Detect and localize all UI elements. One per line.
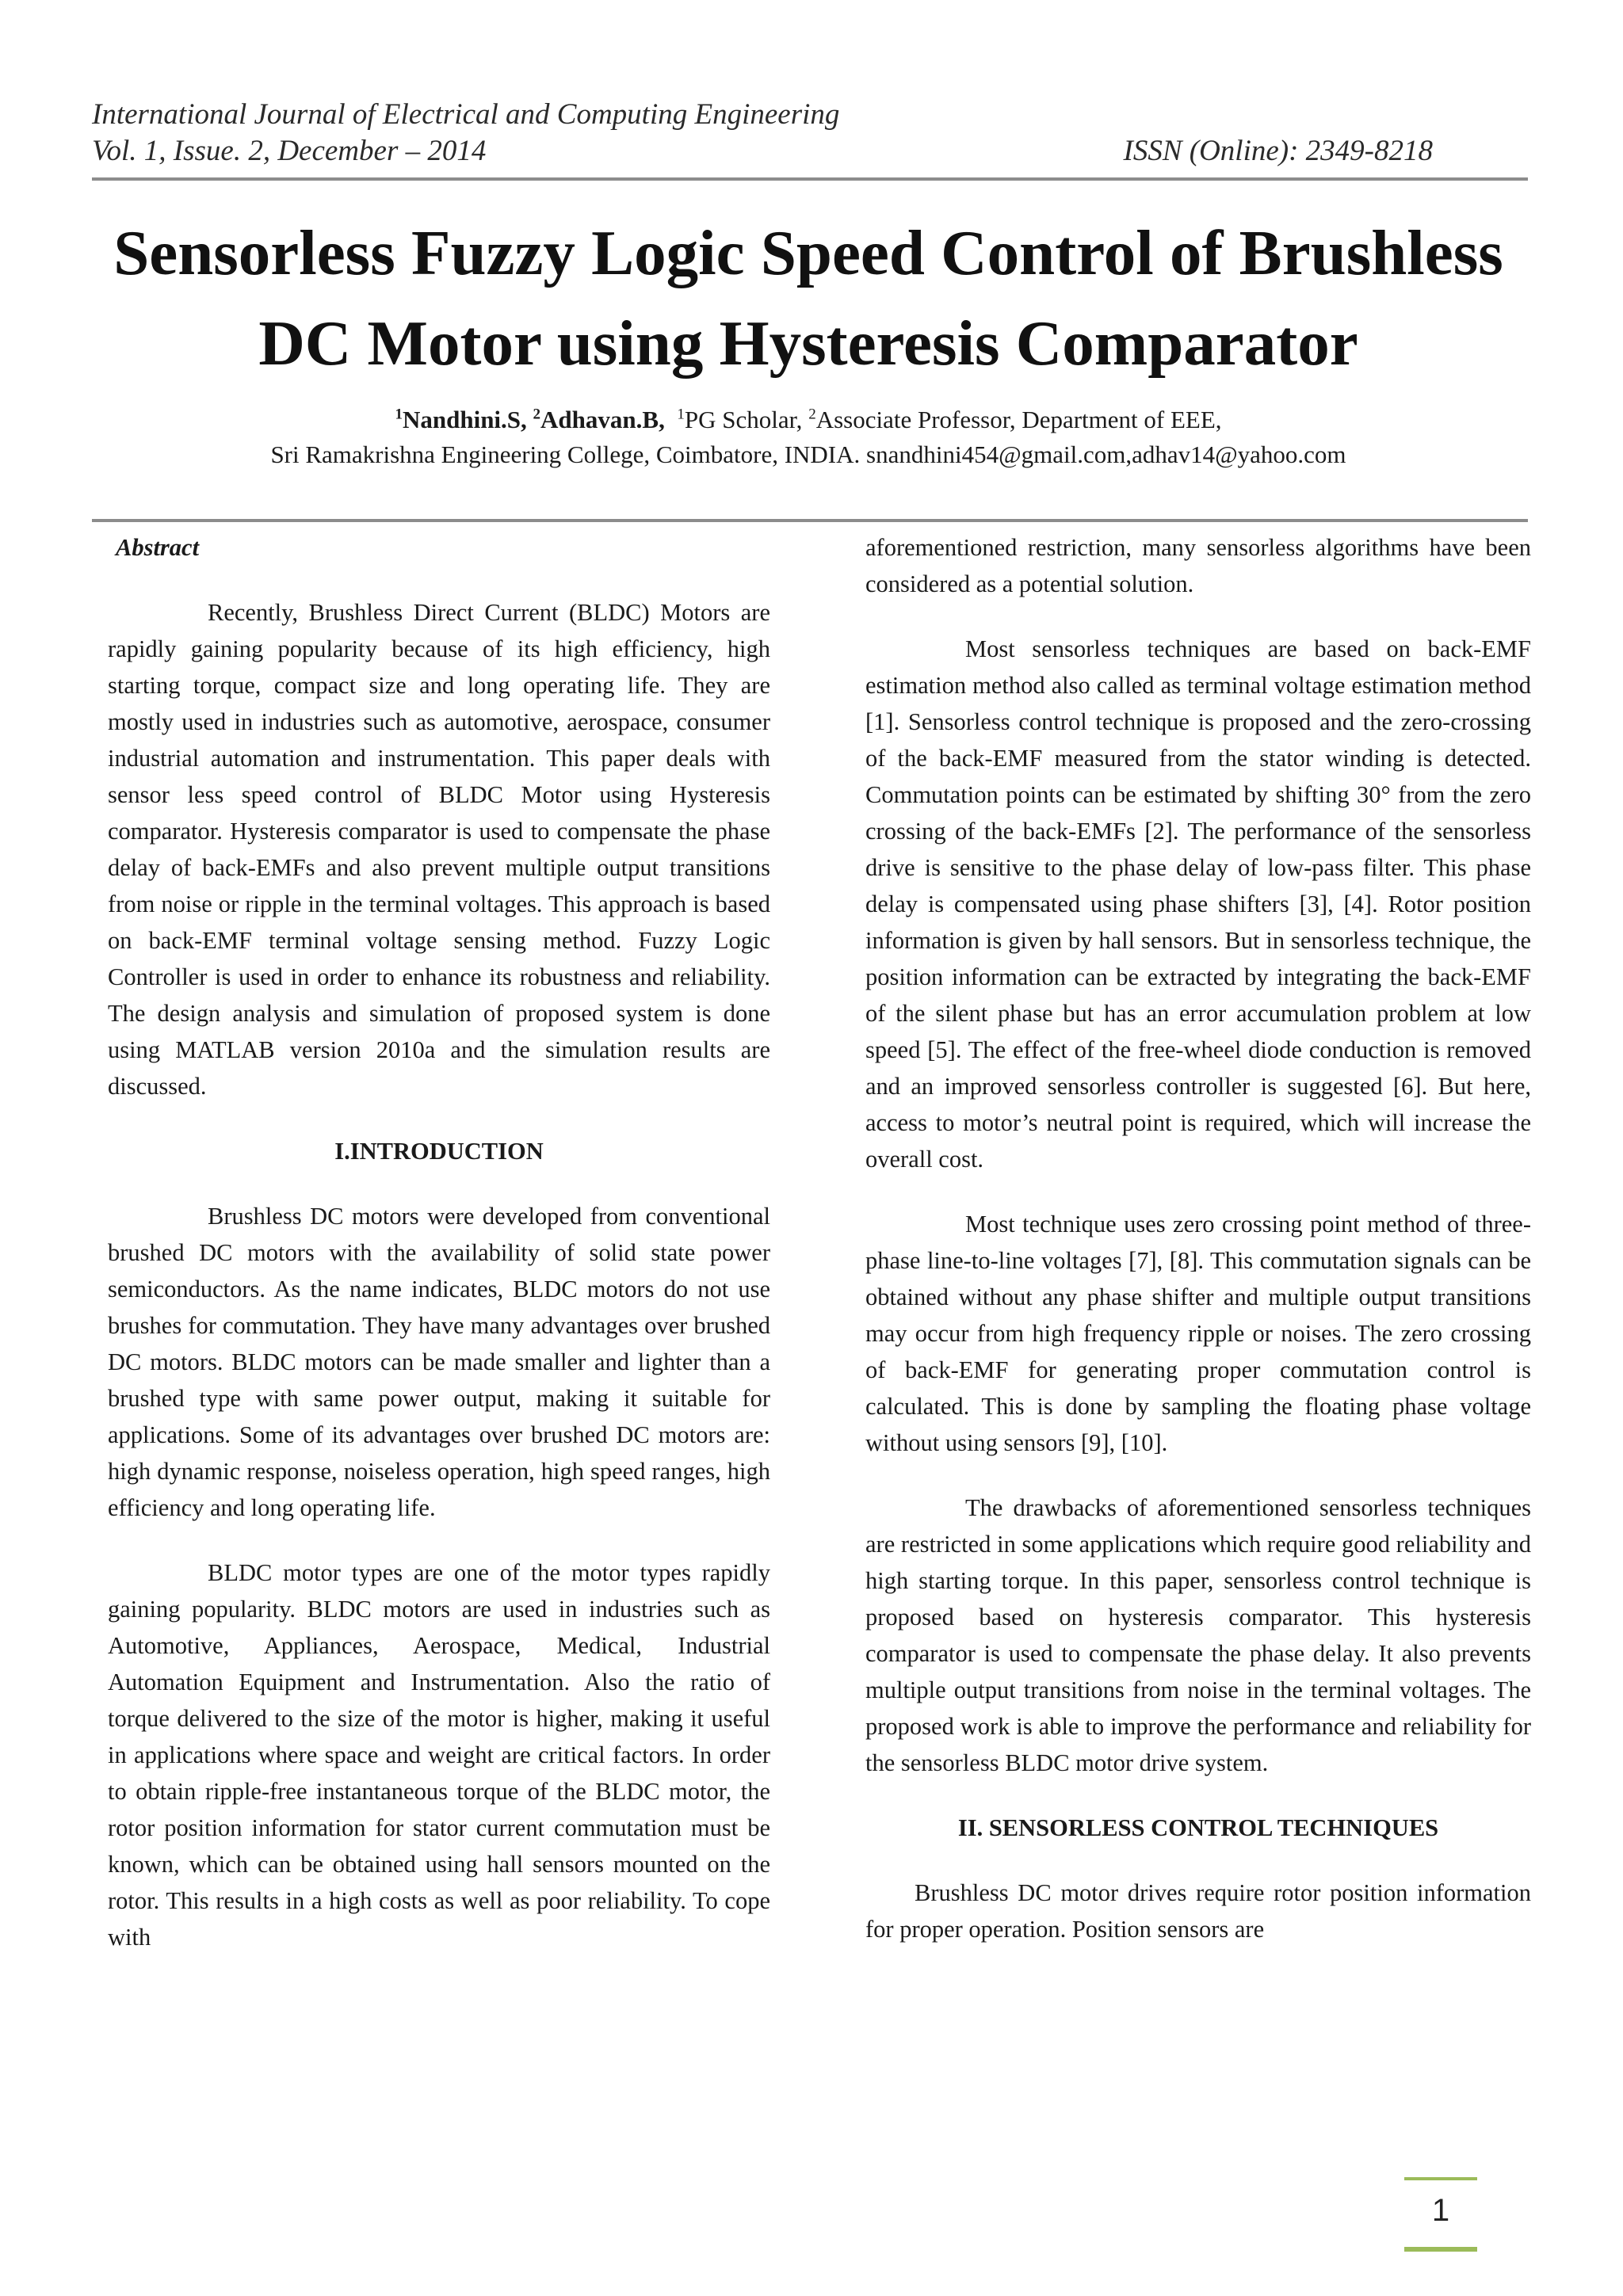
- intro-paragraph-2: BLDC motor types are one of the motor types rapidly gaining popularity. BLDC motors are used in industries such as Automotive, Appliances, Aerospace, Medical, Industrial Automation Equipment and Instrumentation. Also the ratio of torque delivered to the size of the motor is higher, making it useful in applications where space and weight are critical factors. In order to obtain ripple-free instantaneous torque of the BLDC motor, the rotor position information for stator current commutation must be known, which can be obtained using hall sensors mounted on the rotor. This results in a high costs as well as poor reliability. To cope with: [108, 1559, 770, 1951]
- title-line-2: DC Motor using Hysteresis Comparator: [258, 307, 1358, 379]
- role-2: Associate Professor, Department of EEE,: [815, 406, 1222, 433]
- page-number-top-rule: [1404, 2177, 1477, 2180]
- author-2-superscript: 2: [533, 406, 541, 423]
- role-2-superscript: 2: [808, 406, 816, 423]
- intro-paragraph-3: aforementioned restriction, many sensorless algorithms have been considered as a potential solution.: [865, 534, 1531, 597]
- section-2-heading: II. SENSORLESS CONTROL TECHNIQUES: [957, 1814, 1439, 1841]
- introduction-heading: I.INTRODUCTION: [334, 1138, 544, 1165]
- right-column: [865, 529, 1531, 1976]
- intro-paragraph-4: Most sensorless techniques are based on back-EMF estimation method also called as terminal voltage estimation method [1]. Sensorless control technique is proposed and the zero-crossing of the back-EMF measured from the stator winding is detected. Commutation points can be estimated by shifting 30° from the zero crossing of the back-EMFs [2]. The performance of the sensorless drive is sensitive to the phase delay of low-pass filter. This phase delay is compensated using phase shifters [3], [4]. Rotor position information is given by hall sensors. But in sensorless technique, the position information can be extracted by integrating the back-EMF of the silent phase but has an error accumulation problem at low speed [5]. The effect of the free-wheel diode conduction is removed and an improved sensorless controller is suggested [6]. But here, access to motor’s neutral point is required, which will increase the overall cost.: [865, 635, 1531, 1173]
- page-number-box: [1404, 2177, 1477, 2252]
- journal-issn: ISSN (Online): 2349-8218: [1123, 135, 1433, 167]
- author-line: [79, 402, 1537, 437]
- intro-paragraph-5: Most technique uses zero crossing point method of three-phase line-to-line voltages [7], [8]. This commutation signals can be obtained without any phase shifter and multiple output transitions may occur from high frequency ripple or noises. The zero crossing of back-EMF for generating proper commutation control is calculated. This is done by sampling the floating phase voltage without using sensors [9], [10].: [865, 1211, 1531, 1456]
- author-affiliation: Sri Ramakrishna Engineering College, Coimbatore, INDIA. snandhini454@gmail.com,adhav14@yahoo.com: [270, 441, 1346, 468]
- header-divider: [92, 177, 1528, 181]
- author-1-superscript: 1: [395, 406, 403, 423]
- role-1-superscript: 1: [677, 406, 685, 423]
- paper-title: [79, 208, 1537, 388]
- page-number-bottom-rule: [1404, 2247, 1477, 2252]
- author-2: [533, 406, 671, 433]
- abstract-text: Recently, Brushless Direct Current (BLDC) Motors are rapidly gaining popularity because of its high efficiency, high starting torque, compact size and long operating life. They are mostly used in industries such as automotive, aerospace, consumer industrial automation and instrumentation. This paper deals with sensor less speed control of BLDC Motor using Hysteresis comparator. Hysteresis comparator is used to compensate the phase delay of back-EMFs and also prevent multiple output transitions from noise or ripple in the terminal voltages. This approach is based on back-EMF terminal voltage sensing method. Fuzzy Logic Controller is used in order to enhance its robustness and reliability. The design analysis and simulation of proposed system is done using MATLAB version 2010a and the simulation results are discussed.: [108, 599, 770, 1100]
- left-column: [108, 529, 770, 1984]
- body-divider: [92, 519, 1528, 522]
- journal-issue-row: [92, 133, 1528, 170]
- section-2-paragraph-1: Brushless DC motor drives require rotor position information for proper operation. Position sensors are: [865, 1879, 1531, 1943]
- intro-paragraph-1: Brushless DC motors were developed from conventional brushed DC motors with the availability of solid state power semiconductors. As the name indicates, BLDC motors do not use brushes for commutation. They have many advantages over brushed DC motors. BLDC motors can be made smaller and lighter than a brushed type with same power output, making it suitable for applications. Some of its advantages over brushed DC motors are: high dynamic response, noiseless operation, high speed ranges, high efficiency and long operating life.: [108, 1203, 770, 1521]
- abstract-heading: Abstract: [116, 534, 200, 561]
- role-1: PG Scholar,: [684, 406, 809, 433]
- page-number: 1: [1431, 2193, 1450, 2228]
- author-roles: [671, 406, 1222, 433]
- journal-volume: Vol. 1, Issue. 2, December – 2014: [92, 135, 487, 167]
- author-2-name: Adhavan.B,: [540, 406, 671, 433]
- title-line-1: Sensorless Fuzzy Logic Speed Control of Brushless: [113, 217, 1503, 288]
- intro-paragraph-6: The drawbacks of aforementioned sensorless techniques are restricted in some applications which require good reliability and high starting torque. In this paper, sensorless control technique is proposed based on hysteresis comparator. This hysteresis comparator is used to compensate the phase delay. It also prevents multiple output transitions from noise in the terminal voltages. The proposed work is able to improve the performance and reliability for the sensorless BLDC motor drive system.: [865, 1494, 1531, 1776]
- author-block: [79, 402, 1537, 472]
- author-1-name: Nandhini.S,: [402, 406, 533, 433]
- journal-name: International Journal of Electrical and Computing Engineering: [92, 98, 840, 131]
- author-1: [395, 406, 533, 433]
- journal-header: [92, 97, 1528, 170]
